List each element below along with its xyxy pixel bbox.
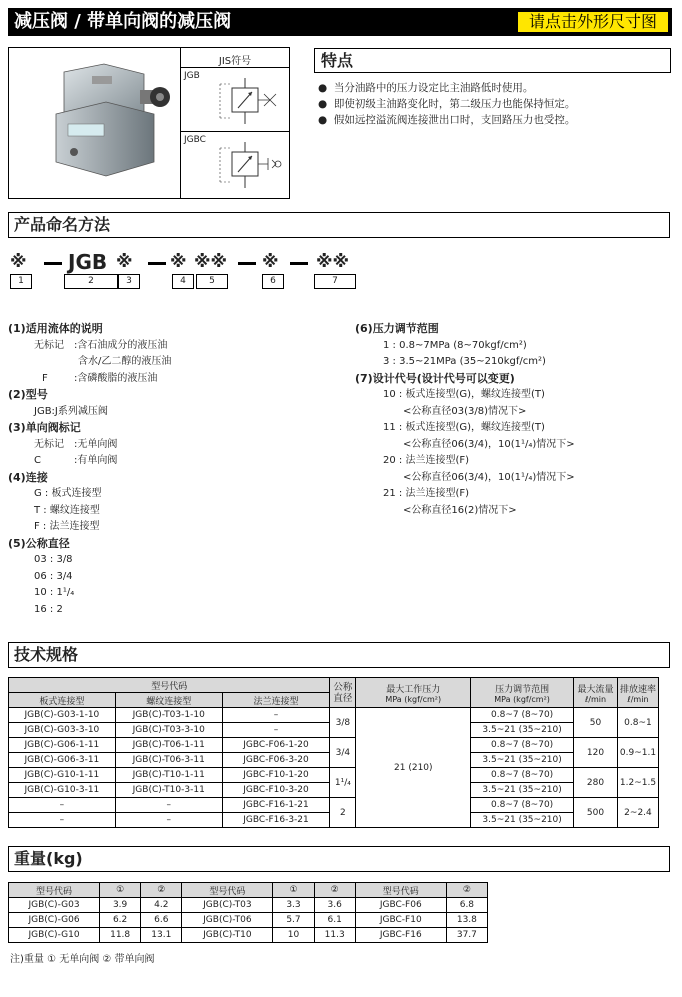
code-box-7: 7 <box>314 274 356 289</box>
naming-value: 11 : 板式连接型(G)，螺纹连接型(T) <box>383 422 545 433</box>
naming-key: 无标记 <box>34 339 64 351</box>
cell-range: 3.5~21 (35~210) <box>471 813 574 828</box>
weight-table <box>8 882 488 943</box>
naming-left-column <box>8 321 338 618</box>
code-mark-2: ※ <box>116 252 133 272</box>
naming-section-title: 产品命名方法 <box>8 212 670 238</box>
code-box-2: 2 <box>64 274 118 289</box>
code-dash <box>44 262 62 265</box>
cell-thread: JGB(C)-T03-1-10 <box>115 708 222 723</box>
naming-key: 无标记 <box>34 438 64 450</box>
bullet-icon: ● <box>318 98 328 110</box>
cell-plate: JGB(C)-G10-1-11 <box>9 768 116 783</box>
symbol-label-jgbc: JGBC <box>184 135 206 145</box>
naming-value: 含水/乙二醇的液压油 <box>78 356 172 367</box>
cell-plate: JGB(C)-G03-1-10 <box>9 708 116 723</box>
naming-value: T : 螺纹连接型 <box>34 504 100 516</box>
weight-cell: 6.8 <box>446 898 487 913</box>
feature-text-1: 当分油路中的压力设定比主油路低时使用。 <box>333 82 534 94</box>
outline-drawing-link[interactable]: 请点击外形尺寸图 <box>517 11 669 33</box>
code-box-4: 4 <box>172 274 194 289</box>
naming-heading-6: (6)压力调节范围 <box>355 322 439 335</box>
weight-cell: 11.3 <box>314 928 355 943</box>
weight-cell: JGB(C)-G10 <box>9 928 100 943</box>
cell-range: 3.5~21 (35~210) <box>471 753 574 768</box>
cell-drain: 1.2~1.5 <box>617 768 658 798</box>
weight-section-title: 重量(kg) <box>8 846 670 872</box>
cell-range: 3.5~21 (35~210) <box>471 783 574 798</box>
naming-heading-3: (3)单向阀标记 <box>8 421 81 434</box>
naming-value: 21 : 法兰连接型(F) <box>383 488 470 499</box>
weight-header-with-check: ② <box>314 883 355 898</box>
cell-range: 0.8~7 (8~70) <box>471 798 574 813</box>
jgb-hydraulic-symbol <box>216 78 288 130</box>
weight-cell: 11.8 <box>100 928 141 943</box>
cell-plate: – <box>9 813 116 828</box>
weight-cell: 10 <box>273 928 314 943</box>
code-box-3: 3 <box>118 274 140 289</box>
naming-value: 3 : 3.5~21MPa (35~210kgf/cm²) <box>383 356 546 367</box>
naming-value: 06 : 3/4 <box>34 570 73 582</box>
symbol-divider-mid <box>180 131 290 132</box>
jgbc-hydraulic-symbol <box>216 142 288 194</box>
weight-header-model: 型号代码 <box>182 883 273 898</box>
cell-flow: 500 <box>574 798 618 828</box>
naming-value: 1 : 0.8~7MPa (8~70kgf/cm²) <box>383 339 527 351</box>
bullet-icon: ● <box>318 82 328 94</box>
cell-thread: JGB(C)-T10-1-11 <box>115 768 222 783</box>
cell-flange: JGBC-F16-1-21 <box>222 798 330 813</box>
code-box-1: 1 <box>10 274 32 289</box>
weight-cell: JGB(C)-T03 <box>182 898 273 913</box>
code-mark-7: ※※ <box>316 252 350 272</box>
naming-value: 10 : 1¹/₄ <box>34 587 75 598</box>
weight-cell: JGBC-F06 <box>355 898 446 913</box>
naming-value: 16 : 2 <box>34 603 63 615</box>
cell-nominal: 2 <box>330 798 356 828</box>
table-row <box>9 898 488 913</box>
weight-cell: JGB(C)-G06 <box>9 913 100 928</box>
code-box-6: 6 <box>262 274 284 289</box>
col-header-flange: 法兰连接型 <box>222 693 330 708</box>
product-photo <box>14 52 180 192</box>
weight-header-with-check: ② <box>141 883 182 898</box>
weight-cell: 13.1 <box>141 928 182 943</box>
naming-value: 03 : 3/8 <box>34 554 73 565</box>
cell-plate: – <box>9 798 116 813</box>
cell-flow: 120 <box>574 738 618 768</box>
weight-header-no-check: ① <box>100 883 141 898</box>
table-row <box>9 928 488 943</box>
weight-cell: 37.7 <box>446 928 487 943</box>
col-header-thread: 螺纹连接型 <box>115 693 222 708</box>
cell-range: 0.8~7 (8~70) <box>471 738 574 753</box>
cell-flange: JGBC-F06-3-20 <box>222 753 330 768</box>
feature-text-3: 假如远控溢流阀连接泄出口时，支回路压力也受控。 <box>333 114 576 126</box>
naming-value: <公称直径03(3/8)情况下> <box>403 405 527 417</box>
cell-drain: 0.9~1.1 <box>617 738 658 768</box>
weight-cell: JGBC-F10 <box>355 913 446 928</box>
code-mark-45: ※※ <box>194 252 228 272</box>
cell-thread: JGB(C)-T10-3-11 <box>115 783 222 798</box>
weight-cell: 6.1 <box>314 913 355 928</box>
naming-value: 20 : 法兰连接型(F) <box>383 455 470 466</box>
code-box-5: 5 <box>196 274 228 289</box>
naming-value: 10 : 板式连接型(G)，螺纹连接型(T) <box>383 389 545 400</box>
weight-cell: 6.2 <box>100 913 141 928</box>
cell-flange: JGBC-F06-1-20 <box>222 738 330 753</box>
code-dash <box>290 262 308 265</box>
weight-cell: 3.9 <box>100 898 141 913</box>
cell-flange: JGBC-F16-3-21 <box>222 813 330 828</box>
weight-cell: JGB(C)-G03 <box>9 898 100 913</box>
col-header-nominal: 公称直径 <box>330 678 356 708</box>
cell-thread: JGB(C)-T06-1-11 <box>115 738 222 753</box>
table-row <box>9 798 659 813</box>
naming-value: <公称直径06(3/4)，10(1¹/₄)情况下> <box>403 471 575 483</box>
col-header-maxp-unit: MPa (kgf/cm²) <box>385 694 442 704</box>
col-header-drain: 排放速率 <box>619 684 656 695</box>
weight-header-with-check: ② <box>446 883 487 898</box>
code-jgb: JGB <box>68 250 108 274</box>
cell-range: 3.5~21 (35~210) <box>471 723 574 738</box>
naming-right-column <box>355 321 675 519</box>
cell-flange: – <box>222 708 330 723</box>
table-row <box>9 708 659 723</box>
table-row <box>9 913 488 928</box>
code-dash <box>238 262 256 265</box>
code-mark-3: ※ <box>170 252 187 272</box>
weight-cell: 5.7 <box>273 913 314 928</box>
cell-plate: JGB(C)-G06-3-11 <box>9 753 116 768</box>
weight-header-model: 型号代码 <box>355 883 446 898</box>
table-row <box>9 738 659 753</box>
bullet-icon: ● <box>318 114 328 126</box>
weight-cell: 4.2 <box>141 898 182 913</box>
code-mark-6: ※ <box>262 252 279 272</box>
cell-nominal: 3/4 <box>330 738 356 768</box>
naming-key: F <box>42 372 48 384</box>
cell-drain: 0.8~1 <box>617 708 658 738</box>
naming-value: :含磷酸脂的液压油 <box>74 372 158 384</box>
col-header-flow-unit: ℓ/min <box>584 694 607 704</box>
code-mark-1: ※ <box>10 252 27 272</box>
cell-flow: 50 <box>574 708 618 738</box>
cell-nominal: 3/8 <box>330 708 356 738</box>
naming-heading-4: (4)连接 <box>8 470 48 484</box>
naming-value: <公称直径16(2)情况下> <box>403 504 517 516</box>
cell-drain: 2~2.4 <box>617 798 658 828</box>
naming-value: G : 板式连接型 <box>34 488 102 499</box>
col-header-model: 型号代码 <box>9 678 330 693</box>
naming-value: F : 法兰连接型 <box>34 521 100 532</box>
cell-flow: 280 <box>574 768 618 798</box>
cell-plate: JGB(C)-G03-3-10 <box>9 723 116 738</box>
model-code-diagram <box>8 252 408 292</box>
cell-thread: – <box>115 813 222 828</box>
weight-header-model: 型号代码 <box>9 883 100 898</box>
specs-section-title: 技术规格 <box>8 642 670 668</box>
cell-flange: JGBC-F10-1-20 <box>222 768 330 783</box>
code-dash <box>148 262 166 265</box>
weight-cell: JGB(C)-T10 <box>182 928 273 943</box>
cell-flange: JGBC-F10-3-20 <box>222 783 330 798</box>
cell-range: 0.8~7 (8~70) <box>471 768 574 783</box>
naming-heading-2: (2)型号 <box>8 388 48 401</box>
cell-flange: – <box>222 723 330 738</box>
cell-plate: JGB(C)-G06-1-11 <box>9 738 116 753</box>
specs-table <box>8 677 659 828</box>
cell-plate: JGB(C)-G10-3-11 <box>9 783 116 798</box>
cell-thread: JGB(C)-T06-3-11 <box>115 753 222 768</box>
weight-cell: JGB(C)-T06 <box>182 913 273 928</box>
symbol-divider-top <box>180 67 290 68</box>
weight-note: 注)重量 ① 无单向阀 ② 带单向阀 <box>10 954 155 965</box>
weight-cell: 3.3 <box>273 898 314 913</box>
cell-nominal: 1¹/₄ <box>330 768 356 798</box>
col-header-range-unit: MPa (kgf/cm²) <box>494 694 550 704</box>
naming-heading-7: (7)设计代号(设计代号可以变更) <box>355 371 515 385</box>
col-header-range: 压力调节范围 <box>495 684 550 695</box>
naming-value: <公称直径06(3/4)，10(1¹/₄)情况下> <box>403 438 575 450</box>
col-header-plate: 板式连接型 <box>9 693 116 708</box>
page-title: 减压阀 / 带单向阀的减压阀 <box>14 11 232 32</box>
col-header-drain-unit: ℓ/min <box>627 694 649 704</box>
naming-value: :含石油成分的液压油 <box>74 339 168 351</box>
cell-thread: – <box>115 798 222 813</box>
col-header-flow: 最大流量 <box>577 684 614 695</box>
features-title: 特点 <box>314 48 671 73</box>
col-header-maxp: 最大工作压力 <box>386 684 441 695</box>
weight-header-no-check: ① <box>273 883 314 898</box>
naming-heading-5: (5)公称直径 <box>8 536 70 550</box>
naming-value: :有单向阀 <box>74 455 118 466</box>
naming-key: C <box>34 455 41 466</box>
weight-cell: JGBC-F16 <box>355 928 446 943</box>
weight-cell: 13.8 <box>446 913 487 928</box>
cell-range: 0.8~7 (8~70) <box>471 708 574 723</box>
feature-item <box>318 80 575 128</box>
cell-thread: JGB(C)-T03-3-10 <box>115 723 222 738</box>
weight-cell: 6.6 <box>141 913 182 928</box>
symbol-label-jgb: JGB <box>184 71 200 81</box>
jis-symbol-title: JIS符号 <box>218 56 252 67</box>
naming-heading-1: (1)适用流体的说明 <box>8 322 103 335</box>
naming-value: JGB:J系列减压阀 <box>34 405 108 417</box>
naming-value: :无单向阀 <box>74 438 118 450</box>
table-row <box>9 768 659 783</box>
cell-maxp: 21 (210) <box>356 708 471 828</box>
weight-cell: 3.6 <box>314 898 355 913</box>
feature-text-2: 即使初级主油路变化时，第二级压力也能保持恒定。 <box>333 98 576 110</box>
